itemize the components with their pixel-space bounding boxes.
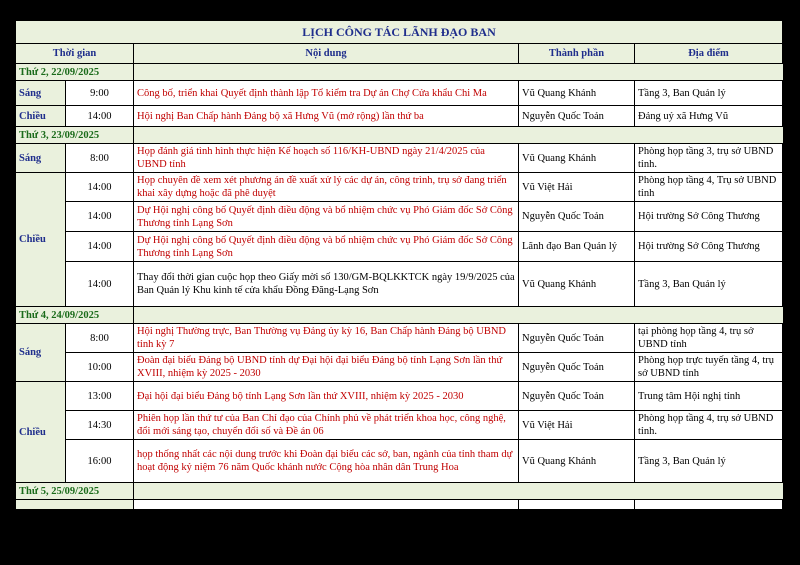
table-row — [16, 411, 783, 440]
day-label: Thứ 4, 24/09/2025 — [16, 307, 134, 324]
member-cell: Vũ Quang Khánh — [519, 144, 635, 173]
place-cell: Hội trường Sở Công Thương — [635, 232, 783, 262]
content-cell: họp thống nhất các nội dung trước khi Đoàn đại biểu các sở, ban, ngành của tỉnh tham dự hoạt động kỷ niệm 76 năm Quốc khánh nước Cộng hòa nhân dân Trung Hoa — [134, 440, 519, 483]
content-cell: Đoàn đại biểu Đảng bộ UBND tỉnh dự Đại hội đại biểu Đảng bộ tỉnh Lạng Sơn lần thứ XVIII, nhiệm kỳ 2025 - 2030 — [134, 353, 519, 382]
table-row — [16, 232, 783, 262]
day-filler — [134, 64, 519, 81]
session-label: Chiều — [16, 106, 66, 127]
time-cell: 16:00 — [66, 440, 134, 483]
member-cell: Nguyễn Quốc Toản — [519, 353, 635, 382]
day-filler — [134, 307, 519, 324]
time-cell: 9:00 — [66, 81, 134, 106]
place-cell: tại phòng họp tầng 4, trụ sở UBND tỉnh — [635, 324, 783, 353]
time-cell: 13:00 — [66, 382, 134, 411]
session-label: Sáng — [16, 144, 66, 173]
place-cell: Phòng họp tầng 4, Trụ sở UBND tỉnh — [635, 173, 783, 202]
time-cell: 14:00 — [66, 173, 134, 202]
day-row — [16, 483, 783, 500]
table-row — [16, 382, 783, 411]
day-label: Thứ 2, 22/09/2025 — [16, 64, 134, 81]
time-cell: 14:00 — [66, 202, 134, 232]
day-filler — [635, 307, 783, 324]
table-row — [16, 440, 783, 483]
place-cell: Tầng 3, Ban Quản lý — [635, 262, 783, 307]
session-label: Sáng — [16, 81, 66, 106]
day-filler — [134, 127, 519, 144]
day-label: Thứ 5, 25/09/2025 — [16, 483, 134, 500]
header-time: Thời gian — [16, 44, 134, 64]
table-row — [16, 324, 783, 353]
title-row — [16, 21, 783, 44]
header-content: Nội dung — [134, 44, 519, 64]
place-cell: Tầng 3, Ban Quản lý — [635, 81, 783, 106]
session-label: Sáng — [16, 324, 66, 382]
content-cell: Thay đổi thời gian cuộc họp theo Giấy mời số 130/GM-BQLKKTCK ngày 19/9/2025 của Ban Quản lý Khu kinh tế cửa khẩu Đồng Đăng-Lạng Sơn — [134, 262, 519, 307]
empty-cell — [16, 500, 134, 510]
page-title: LỊCH CÔNG TÁC LÃNH ĐẠO BAN — [16, 21, 783, 44]
member-cell: Nguyễn Quốc Toản — [519, 324, 635, 353]
place-cell: Phòng họp trực tuyến tầng 4, trụ sở UBND tỉnh — [635, 353, 783, 382]
content-cell: Hội nghị Ban Chấp hành Đảng bộ xã Hưng Vũ (mở rộng) lần thứ ba — [134, 106, 519, 127]
member-cell: Vũ Quang Khánh — [519, 440, 635, 483]
time-cell: 14:00 — [66, 232, 134, 262]
empty-cell — [519, 500, 635, 510]
day-row — [16, 307, 783, 324]
member-cell: Nguyễn Quốc Toản — [519, 382, 635, 411]
member-cell: Vũ Quang Khánh — [519, 81, 635, 106]
time-cell: 14:00 — [66, 106, 134, 127]
header-row — [16, 44, 783, 64]
member-cell: Nguyễn Quốc Toản — [519, 202, 635, 232]
schedule-sheet — [15, 20, 782, 510]
session-label: Chiều — [16, 382, 66, 483]
place-cell: Phòng họp tầng 4, trụ sở UBND tỉnh. — [635, 411, 783, 440]
content-cell: Dự Hội nghị công bố Quyết định điều động và bổ nhiệm chức vụ Phó Giám đốc Sở Công Thương tỉnh Lạng Sơn — [134, 202, 519, 232]
content-cell: Công bố, triển khai Quyết định thành lập Tổ kiểm tra Dự án Chợ Cửa khẩu Chi Ma — [134, 81, 519, 106]
content-cell: Phiên họp lần thứ tư của Ban Chỉ đạo của Chính phủ về phát triển khoa học, công nghệ, đổi mới sáng tạo, chuyển đổi số và Đề án 06 — [134, 411, 519, 440]
table-row — [16, 353, 783, 382]
day-filler — [635, 483, 783, 500]
day-filler — [519, 64, 635, 81]
day-filler — [519, 483, 635, 500]
session-label: Chiều — [16, 173, 66, 307]
time-cell: 14:30 — [66, 411, 134, 440]
day-label: Thứ 3, 23/09/2025 — [16, 127, 134, 144]
time-cell: 8:00 — [66, 144, 134, 173]
empty-cell — [134, 500, 519, 510]
empty-cell — [635, 500, 783, 510]
time-cell: 8:00 — [66, 324, 134, 353]
member-cell: Vũ Quang Khánh — [519, 262, 635, 307]
header-member: Thành phần — [519, 44, 635, 64]
day-filler — [635, 64, 783, 81]
table-row — [16, 81, 783, 106]
table-row — [16, 173, 783, 202]
content-cell: Hội nghị Thường trực, Ban Thường vụ Đảng ủy kỳ 16, Ban Chấp hành Đảng bộ UBND tỉnh kỳ 7 — [134, 324, 519, 353]
place-cell: Phòng họp tầng 3, trụ sở UBND tỉnh. — [635, 144, 783, 173]
member-cell: Lãnh đạo Ban Quản lý — [519, 232, 635, 262]
header-place: Địa điểm — [635, 44, 783, 64]
time-cell: 14:00 — [66, 262, 134, 307]
day-filler — [134, 483, 519, 500]
table-row — [16, 262, 783, 307]
member-cell: Vũ Việt Hải — [519, 411, 635, 440]
place-cell: Tầng 3, Ban Quản lý — [635, 440, 783, 483]
day-filler — [519, 307, 635, 324]
day-filler — [519, 127, 635, 144]
content-cell: Họp đánh giá tình hình thực hiện Kế hoạch số 116/KH-UBND ngày 21/4/2025 của UBND tỉnh — [134, 144, 519, 173]
place-cell: Đảng uỷ xã Hưng Vũ — [635, 106, 783, 127]
day-filler — [635, 127, 783, 144]
table-row — [16, 144, 783, 173]
schedule-table — [15, 20, 783, 510]
content-cell: Dự Hội nghị công bố Quyết định điều động và bổ nhiệm chức vụ Phó Giám đốc Sở Công Thương tỉnh Lạng Sơn — [134, 232, 519, 262]
day-row — [16, 127, 783, 144]
member-cell: Nguyễn Quốc Toản — [519, 106, 635, 127]
day-row — [16, 64, 783, 81]
member-cell: Vũ Việt Hải — [519, 173, 635, 202]
place-cell: Hội trường Sở Công Thương — [635, 202, 783, 232]
content-cell: Đại hội đại biểu Đảng bộ tỉnh Lạng Sơn lần thứ XVIII, nhiệm kỳ 2025 - 2030 — [134, 382, 519, 411]
table-row — [16, 106, 783, 127]
content-cell: Họp chuyên đề xem xét phương án đề xuất xử lý các dự án, công trình, trụ sở đang triển khai xây dựng hoặc đã phê duyệt — [134, 173, 519, 202]
time-cell: 10:00 — [66, 353, 134, 382]
empty-row — [16, 500, 783, 510]
place-cell: Trung tâm Hội nghị tỉnh — [635, 382, 783, 411]
table-row — [16, 202, 783, 232]
